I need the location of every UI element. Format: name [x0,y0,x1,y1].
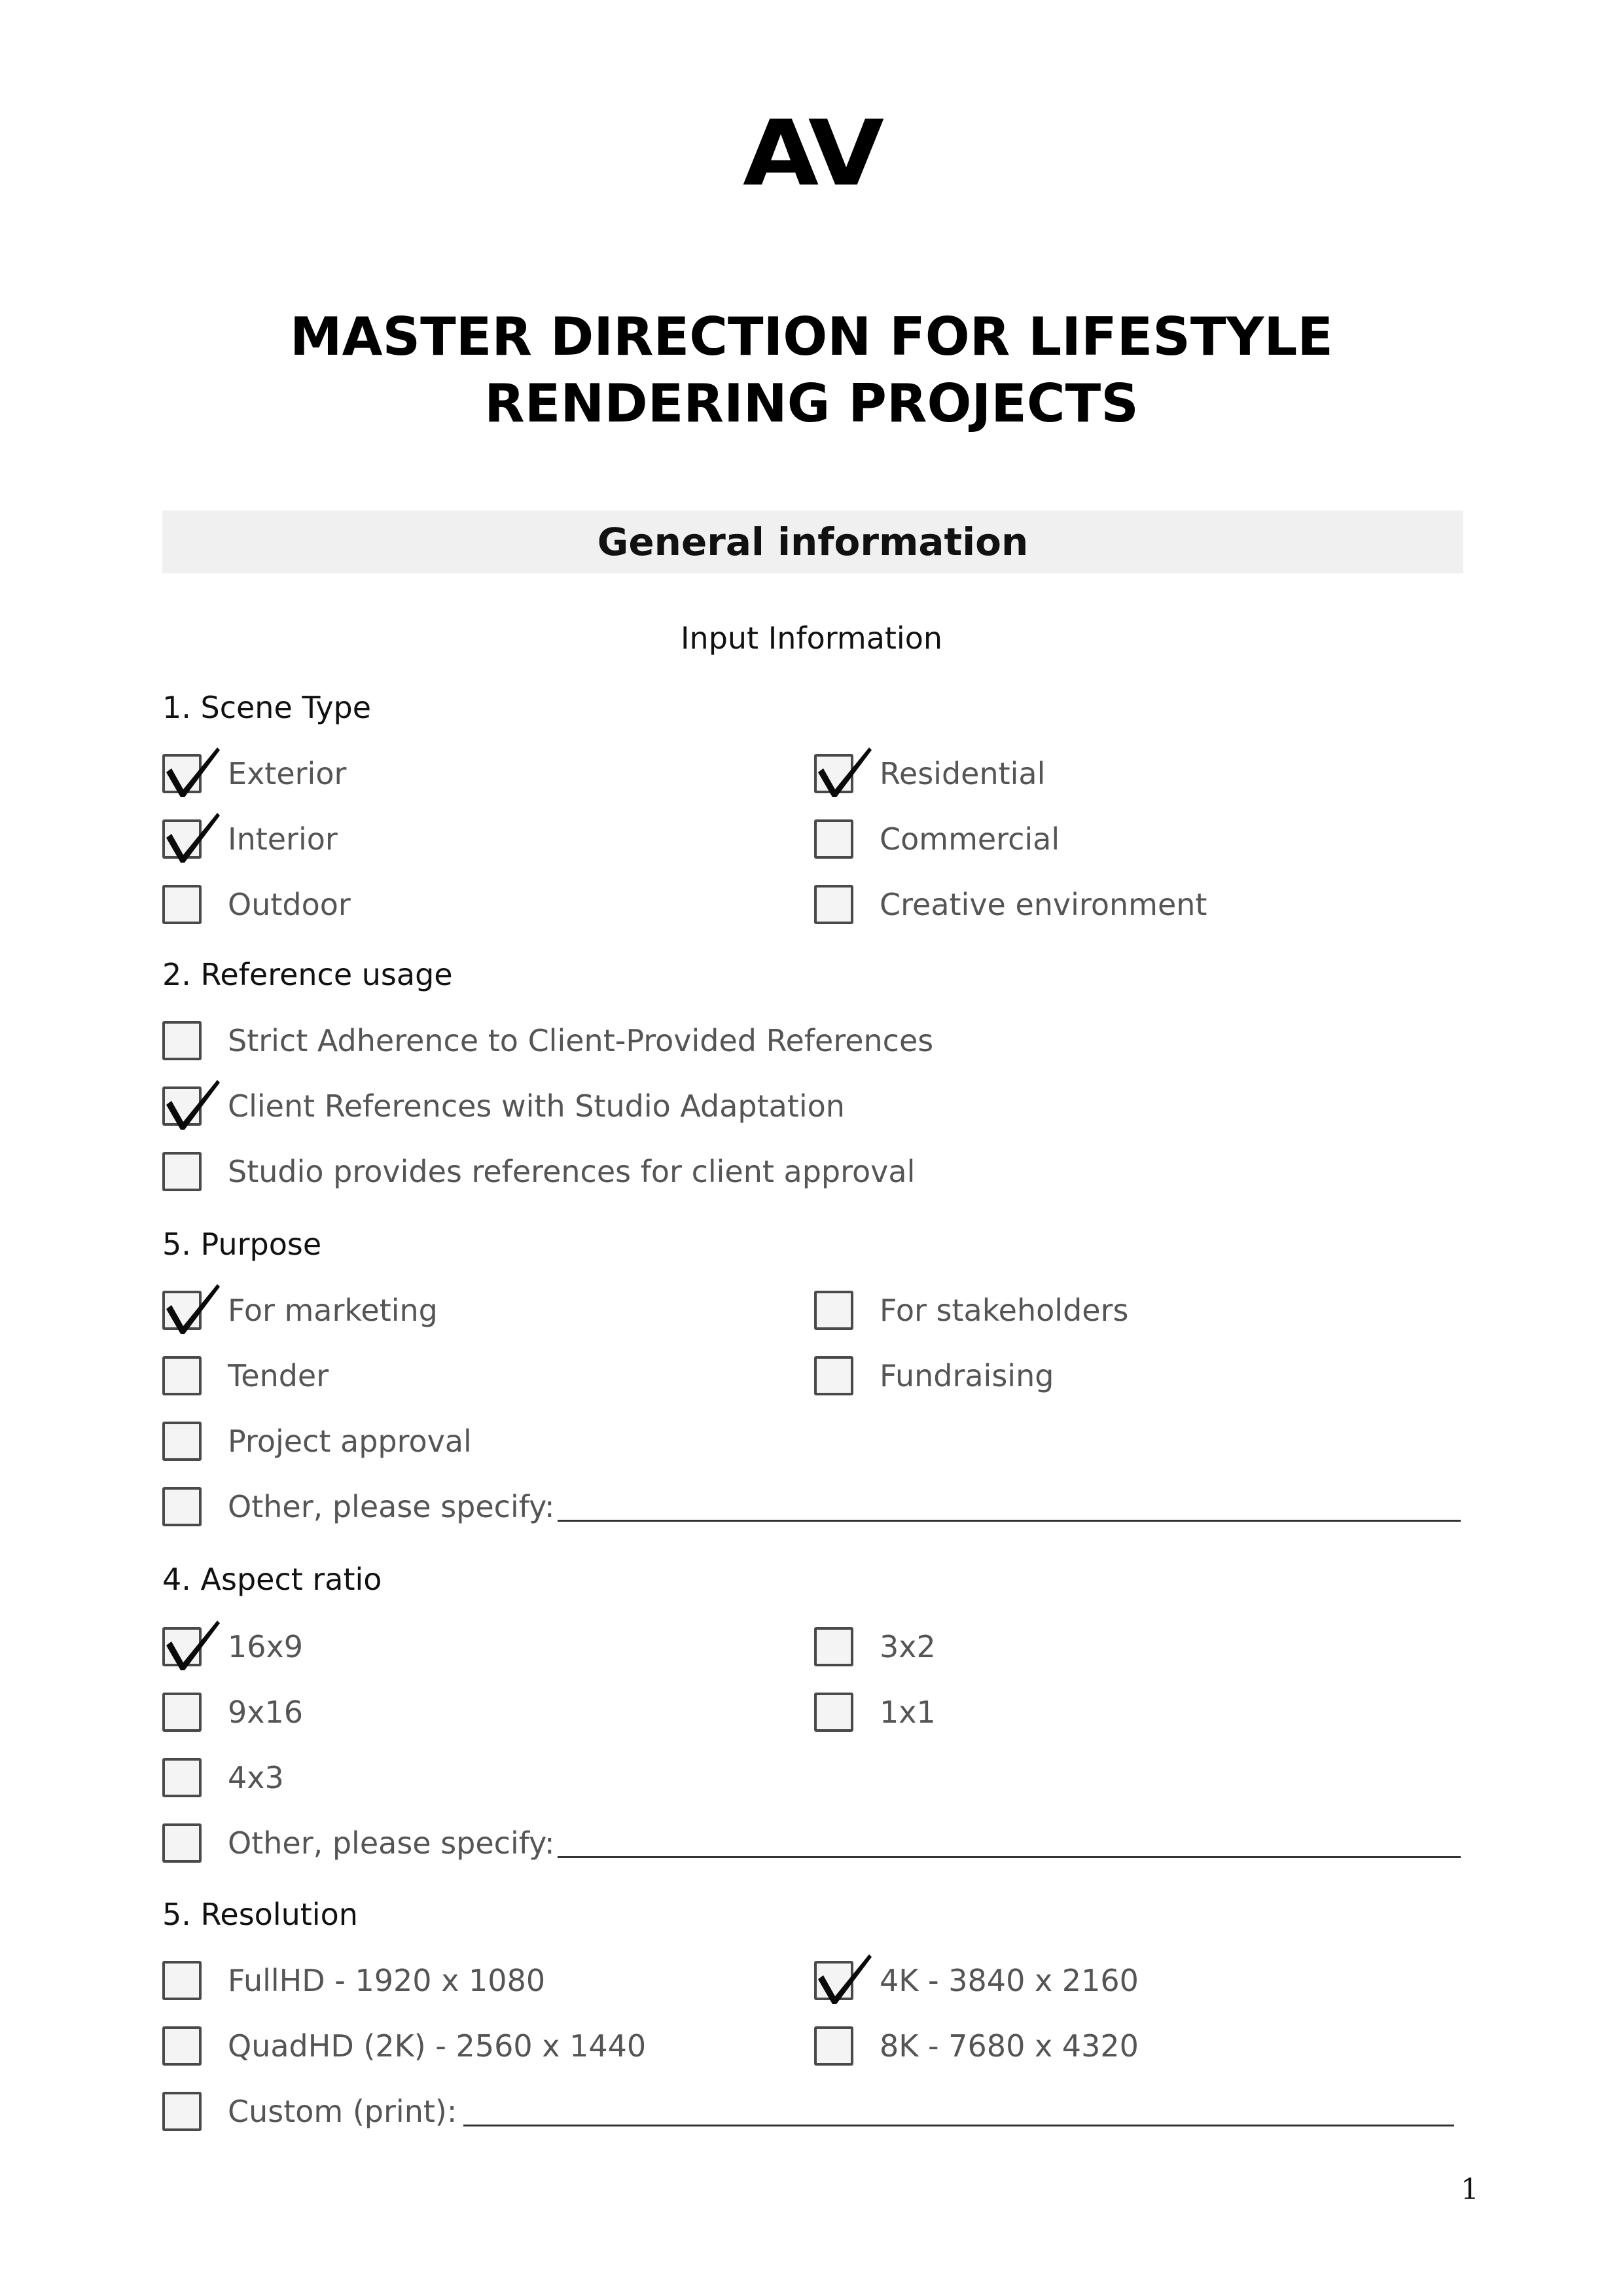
option-label: 1x1 [880,1695,936,1730]
option-outdoor[interactable] [162,882,351,927]
section-title: General information [162,511,1463,573]
option-strict-adherence[interactable] [162,1018,933,1063]
checkbox[interactable] [814,1291,853,1330]
option-label: Commercial [880,821,1060,857]
option-label: 16x9 [228,1629,304,1664]
checkbox[interactable] [162,1627,202,1666]
checkbox[interactable] [162,1422,202,1461]
purpose-heading: 5. Purpose [162,1227,322,1262]
option-tender[interactable] [162,1354,329,1398]
option-label: For stakeholders [880,1293,1129,1328]
checkbox[interactable] [162,1487,202,1526]
option-label: Other, please specify: [228,1825,555,1861]
checkmark-icon [162,1280,221,1335]
option-interior[interactable] [162,817,338,861]
checkmark-icon [814,744,873,798]
option-label: For marketing [228,1293,438,1328]
option-label: Interior [228,821,338,857]
option-custom-print[interactable] [162,2089,457,2134]
checkbox[interactable] [814,1356,853,1395]
option-16x9[interactable] [162,1624,303,1669]
option-label: Project approval [228,1424,472,1459]
page-title-line-2: RENDERING PROJECTS [484,373,1139,434]
option-label: Exterior [228,756,347,791]
option-exterior[interactable] [162,751,346,796]
option-label: Studio provides references for client approval [228,1154,916,1189]
option-label: 3x2 [880,1629,936,1664]
option-label: Outdoor [228,887,351,922]
option-residential[interactable] [814,751,1045,796]
checkmark-icon [162,1617,221,1672]
checkbox[interactable] [162,1356,202,1395]
option-creative-environment[interactable] [814,882,1207,927]
option-label: Custom (print): [228,2094,457,2129]
checkbox[interactable] [162,885,202,924]
option-8k[interactable] [814,2024,1139,2068]
option-3x2[interactable] [814,1624,936,1669]
checkbox[interactable] [162,1758,202,1797]
option-fullhd[interactable] [162,1958,545,2003]
reference-usage-heading: 2. Reference usage [162,957,453,992]
option-for-stakeholders[interactable] [814,1288,1128,1333]
checkmark-icon [162,809,221,864]
option-other-aspect[interactable] [162,1821,555,1865]
checkbox[interactable] [162,1961,202,2000]
option-label: Fundraising [880,1358,1054,1393]
option-label: Residential [880,756,1046,791]
scene-type-heading: 1. Scene Type [162,690,372,725]
checkbox[interactable] [814,1627,853,1666]
other-aspect-input[interactable] [558,1856,1461,1858]
option-label: Creative environment [880,887,1207,922]
checkbox[interactable] [814,819,853,859]
checkbox[interactable] [162,1291,202,1330]
option-label: Client References with Studio Adaptation [228,1088,845,1124]
subheading: Input Information [680,620,942,656]
option-commercial[interactable] [814,817,1060,861]
option-for-marketing[interactable] [162,1288,438,1333]
option-quadhd[interactable] [162,2024,646,2068]
checkbox[interactable] [162,1152,202,1191]
checkbox[interactable] [162,2026,202,2066]
option-4k[interactable] [814,1958,1139,2003]
checkmark-icon [162,744,221,798]
checkbox[interactable] [162,2092,202,2131]
checkbox[interactable] [814,2026,853,2066]
checkbox[interactable] [162,1021,202,1060]
option-studio-adaptation[interactable] [162,1084,845,1128]
option-label: 8K - 7680 x 4320 [880,2028,1139,2064]
option-label: Strict Adherence to Client-Provided References [228,1023,934,1058]
page-number: 1 [1461,2173,1479,2206]
checkbox[interactable] [814,754,853,793]
custom-print-input[interactable] [463,2125,1454,2126]
option-fundraising[interactable] [814,1354,1054,1398]
option-label: 4x3 [228,1760,284,1795]
page-title-line-1: MASTER DIRECTION FOR LIFESTYLE [290,306,1333,367]
checkbox[interactable] [162,1823,202,1863]
option-label: Tender [228,1358,329,1393]
checkbox[interactable] [162,754,202,793]
option-label: Other, please specify: [228,1489,555,1524]
option-4x3[interactable] [162,1755,284,1800]
option-label: QuadHD (2K) - 2560 x 1440 [228,2028,647,2064]
checkmark-icon [814,1950,873,2005]
checkbox[interactable] [814,1693,853,1732]
checkbox[interactable] [814,885,853,924]
other-purpose-input[interactable] [558,1520,1461,1522]
checkmark-icon [162,1076,221,1131]
resolution-heading: 5. Resolution [162,1897,358,1932]
page-title [0,304,1623,437]
checkbox[interactable] [162,819,202,859]
checkbox[interactable] [162,1693,202,1732]
option-project-approval[interactable] [162,1419,472,1463]
option-label: 4K - 3840 x 2160 [880,1963,1139,1998]
option-label: 9x16 [228,1695,304,1730]
option-studio-references[interactable] [162,1149,915,1194]
aspect-ratio-heading: 4. Aspect ratio [162,1562,382,1597]
option-label: FullHD - 1920 x 1080 [228,1963,546,1998]
checkbox[interactable] [814,1961,853,2000]
option-other-purpose[interactable] [162,1484,555,1529]
checkbox[interactable] [162,1086,202,1126]
option-1x1[interactable] [814,1690,936,1734]
option-9x16[interactable] [162,1690,303,1734]
logo: AV [743,101,880,207]
